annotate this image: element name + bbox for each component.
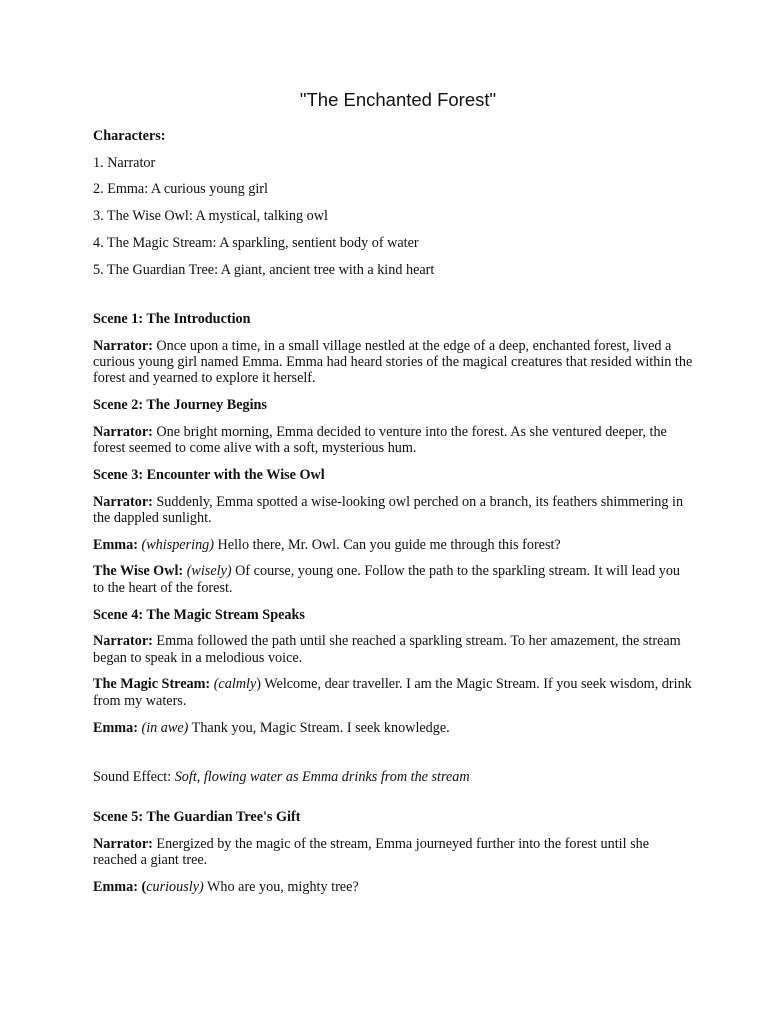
character-item: 3. The Wise Owl: A mystical, talking owl [93,208,328,225]
speaker-name: Emma: [93,879,138,896]
stage-direction: (wisely) [186,563,232,580]
stage-direction: curiously) [146,879,204,896]
sound-effect-text: Soft, flowing water as Emma drinks from the stream [174,768,470,785]
scene-4-heading: Scene 4: The Magic Stream Speaks [93,606,305,623]
sound-effect [93,769,693,785]
scene-2-heading: Scene 2: The Journey Begins [93,397,267,414]
script-document [93,88,693,906]
dialogue-text: Of course, young one. Follow the path to the sparkling stream. It will lead you to the heart of the forest. [93,563,681,596]
document-title: "The Enchanted Forest" [299,89,497,110]
dialogue-line [93,537,693,553]
speaker-name: Emma: [93,719,138,736]
scene-1-heading: Scene 1: The Introduction [93,310,251,327]
speaker-name: Narrator: [93,633,153,650]
dialogue-line [93,424,693,457]
dialogue-line [93,676,693,709]
speaker-name: The Magic Stream: [93,676,211,693]
dialogue-line [93,836,693,869]
character-item: 5. The Guardian Tree: A giant, ancient tree with a kind heart [93,261,435,278]
characters-heading: Characters: [93,128,166,144]
open-paren: ( [137,879,147,896]
sound-effect-label: Sound Effect: [93,768,175,785]
character-item: 2. Emma: A curious young girl [93,181,268,198]
dialogue-text: Once upon a time, in a small village nestled at the edge of a deep, enchanted forest, lived a curious young girl named Emma. Emma had heard stories of the magical creatures that resided within the forest and yearned to explore it herself. [93,337,693,387]
speaker-name: Narrator: [93,423,153,440]
scene-3-heading: Scene 3: Encounter with the Wise Owl [93,466,325,483]
stage-direction: (whispering) [141,536,214,553]
stage-direction: (calmly [213,676,257,693]
dialogue-line [93,494,693,527]
speaker-name: Emma: [93,536,138,553]
scene-5-heading: Scene 5: The Guardian Tree's Gift [93,809,301,826]
speaker-name: Narrator: [93,493,153,510]
dialogue-text: Thank you, Magic Stream. I seek knowledge. [188,719,450,736]
dialogue-text: Emma followed the path until she reached a sparkling stream. To her amazement, the stream began to speak in a melodious voice. [93,633,681,666]
speaker-name: Narrator: [93,337,153,354]
dialogue-text: Energized by the magic of the stream, Emma journeyed further into the forest until she reached a giant tree. [93,836,650,869]
dialogue-line [93,879,693,895]
dialogue-line [93,633,693,666]
dialogue-line [93,563,693,596]
speaker-name: The Wise Owl: [93,563,184,580]
character-item: 1. Narrator [93,154,156,171]
dialogue-line [93,338,693,387]
character-item: 4. The Magic Stream: A sparkling, sentient body of water [93,234,419,251]
dialogue-text: Hello there, Mr. Owl. Can you guide me through this forest? [213,536,561,553]
stage-direction: (in awe) [141,719,189,736]
dialogue-text: ) Welcome, dear traveller. I am the Magic Stream. If you seek wisdom, drink from my waters. [93,676,692,709]
dialogue-line [93,720,693,736]
dialogue-text: Who are you, mighty tree? [203,879,359,896]
speaker-name: Narrator: [93,836,153,853]
dialogue-text: Suddenly, Emma spotted a wise-looking owl perched on a branch, its feathers shimmering in the dappled sunlight. [93,493,684,527]
dialogue-text: One bright morning, Emma decided to venture into the forest. As she ventured deeper, the forest seemed to come alive with a soft, mysterious hum. [93,423,667,457]
